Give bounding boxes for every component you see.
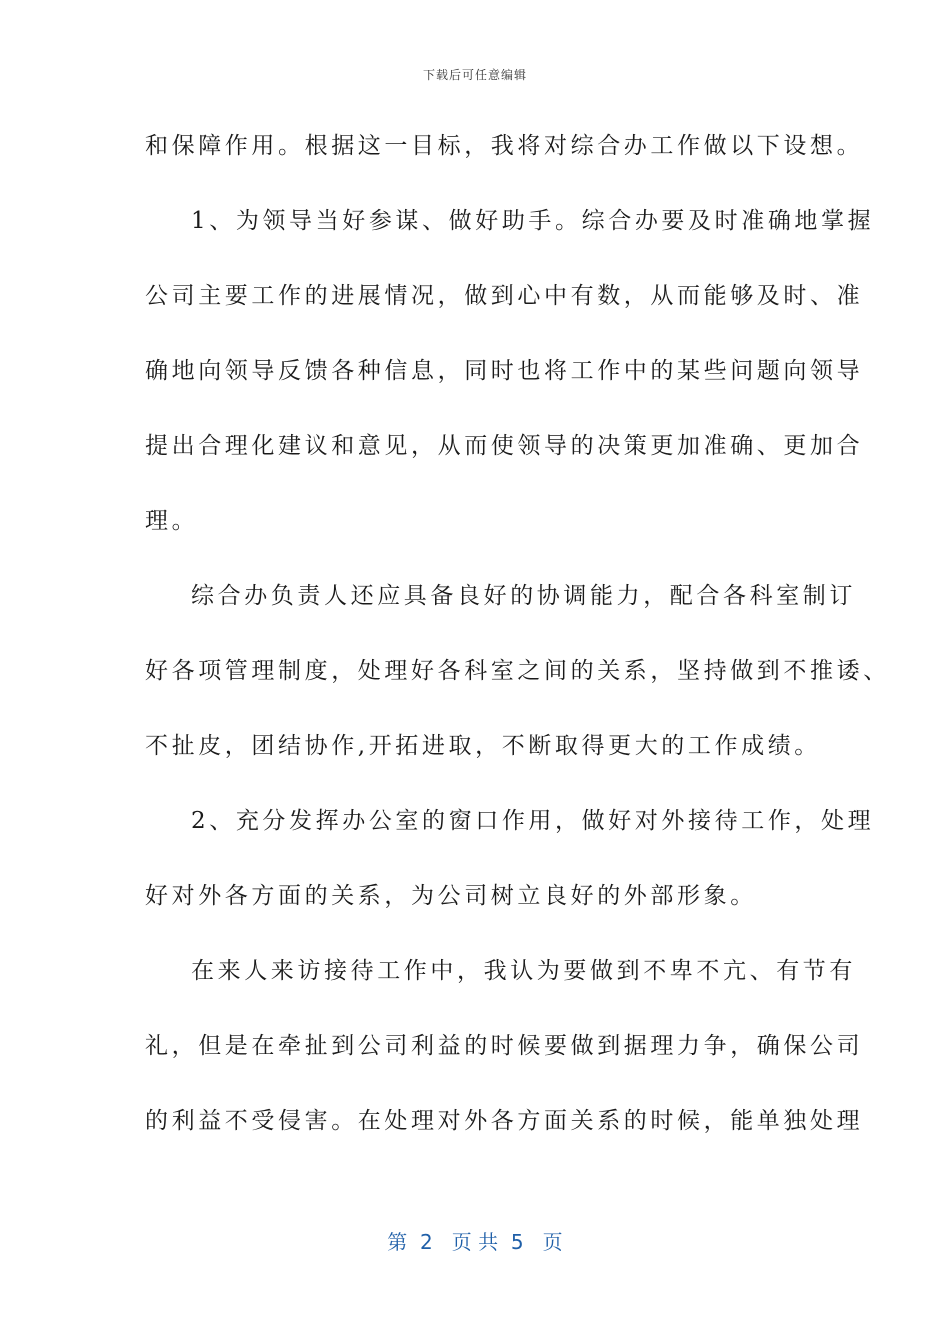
paragraph-line: 礼，但是在牵扯到公司利益的时候要做到据理力争，确保公司	[145, 1033, 864, 1059]
paragraph-line: 好对外各方面的关系，为公司树立良好的外部形象。	[145, 883, 757, 909]
paragraph-line: 综合办负责人还应具备良好的协调能力，配合各科室制订	[191, 583, 856, 609]
paragraph-line: 2、充分发挥办公室的窗口作用，做好对外接待工作，处理	[191, 808, 875, 834]
page-number: 第 2 页 共 5 页	[387, 1230, 563, 1254]
paragraph-line: 公司主要工作的进展情况，做到心中有数，从而能够及时、准	[145, 283, 864, 309]
paragraph-line: 的利益不受侵害。在处理对外各方面关系的时候，能单独处理	[145, 1108, 864, 1134]
paragraph-line: 提出合理化建议和意见，从而使领导的决策更加准确、更加合	[145, 433, 864, 459]
document-body	[145, 126, 890, 1176]
paragraph-line: 理。	[145, 508, 199, 534]
header-note: 下载后可任意编辑	[422, 68, 527, 82]
paragraph-line: 确地向领导反馈各种信息，同时也将工作中的某些问题向领导	[145, 358, 864, 384]
paragraph-line: 1、为领导当好参谋、做好助手。综合办要及时准确地掌握	[191, 208, 875, 234]
paragraph-line: 在来人来访接待工作中，我认为要做到不卑不亢、有节有	[191, 958, 856, 984]
paragraph-line: 不扯皮，团结协作,开拓进取，不断取得更大的工作成绩。	[145, 733, 821, 759]
paragraph-line: 和保障作用。根据这一目标，我将对综合办工作做以下设想。	[145, 133, 864, 159]
paragraph-line: 好各项管理制度，处理好各科室之间的关系，坚持做到不推诿、	[145, 658, 890, 684]
